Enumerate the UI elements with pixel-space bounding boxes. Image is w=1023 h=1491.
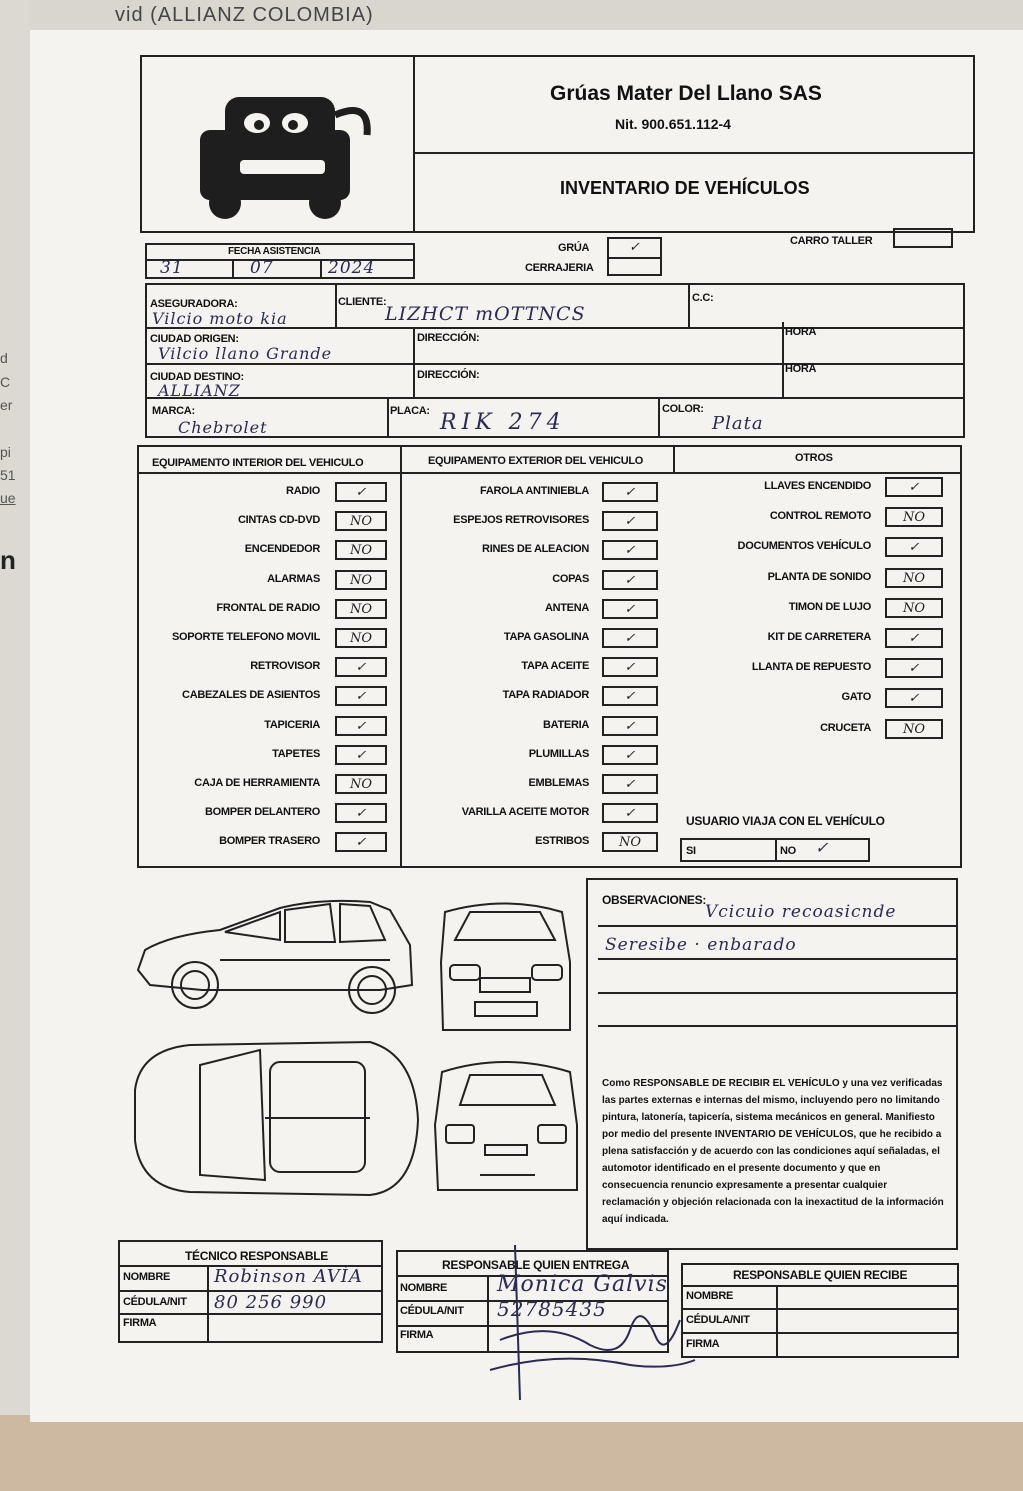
otros-item-label: DOCUMENTOS VEHÍCULO — [737, 540, 871, 553]
grua-checkbox[interactable]: ✓ — [607, 237, 662, 259]
otros-item-checkbox[interactable]: ✓ — [885, 537, 943, 557]
recibe-firma-label: FIRMA — [686, 1338, 720, 1350]
company-nit: Nit. 900.651.112-4 — [615, 116, 731, 132]
otros-item-label: GATO — [841, 691, 871, 704]
placa-label: PLACA: — [390, 405, 430, 417]
interior-item-label: CABEZALES DE ASIENTOS — [182, 689, 320, 702]
recibe-cedula-label: CÉDULA/NIT — [686, 1314, 750, 1326]
observaciones-label: OBSERVACIONES: — [602, 893, 707, 907]
equipment-header-rule — [137, 472, 962, 474]
edge-text: er — [0, 397, 13, 413]
background-left-page — [0, 0, 30, 1491]
otros-item-label: LLANTA DE REPUESTO — [751, 661, 871, 674]
exterior-item-checkbox[interactable]: ✓ — [602, 657, 658, 677]
cc-label: C.C: — [692, 292, 714, 304]
fecha-divider — [320, 259, 322, 279]
recibe-nombre-label: NOMBRE — [686, 1290, 734, 1302]
entrega-firma-label: FIRMA — [400, 1329, 434, 1341]
interior-item-label: TAPETES — [272, 747, 320, 760]
exterior-item-label: ESTRIBOS — [535, 835, 589, 848]
exterior-item-checkbox[interactable]: ✓ — [602, 628, 658, 648]
interior-item-checkbox[interactable]: ✓ — [335, 832, 387, 852]
otros-item-checkbox[interactable]: ✓ — [885, 628, 943, 648]
otros-item-label: KIT DE CARRETERA — [767, 631, 871, 643]
exterior-item-label: COPAS — [552, 572, 589, 585]
observaciones-rule — [598, 1025, 956, 1027]
info-divider — [782, 322, 784, 397]
aseguradora-value[interactable]: Vilcio moto kia — [152, 309, 288, 328]
tecnico-cedula-label: CÉDULA/NIT — [123, 1296, 187, 1308]
exterior-item-label: ESPEJOS RETROVISORES — [453, 514, 589, 527]
otros-item-label: TIMON DE LUJO — [788, 600, 871, 613]
ciudad-origen-label: CIUDAD ORIGEN: — [150, 333, 239, 345]
vehicle-damage-diagram[interactable] — [130, 890, 580, 1210]
direccion-origen-label: DIRECCIÓN: — [417, 332, 480, 344]
ciudad-destino-value[interactable]: ALLIANZ — [158, 381, 241, 400]
observaciones-rule — [598, 958, 956, 960]
exterior-item-checkbox[interactable]: ✓ — [602, 570, 658, 590]
equipment-divider — [400, 445, 402, 868]
observaciones-rule — [598, 925, 956, 927]
equipment-divider — [673, 445, 675, 473]
interior-item-checkbox[interactable]: ✓ — [335, 686, 387, 706]
header-rule — [413, 152, 975, 154]
recibe-divider — [776, 1285, 778, 1358]
otros-item-label: CRUCETA — [820, 721, 871, 734]
edge-text: ue — [0, 490, 16, 506]
exterior-item-checkbox[interactable]: ✓ — [602, 482, 658, 502]
entrega-cedula-value[interactable]: 52785435 — [497, 1297, 607, 1321]
hora-origen-label: HORA — [785, 326, 817, 338]
fecha-day[interactable]: 31 — [160, 258, 184, 278]
aseguradora-label: ASEGURADORA: — [150, 298, 238, 310]
page-title: INVENTARIO DE VEHÍCULOS — [560, 178, 810, 198]
interior-item-checkbox[interactable]: NO — [335, 511, 387, 531]
interior-item-label: CINTAS CD-DVD — [237, 514, 320, 527]
info-rule — [145, 363, 965, 365]
fecha-month[interactable]: 07 — [250, 258, 274, 278]
exterior-item-label: BATERIA — [543, 718, 589, 731]
equipment-box — [137, 445, 962, 868]
tecnico-rule — [118, 1313, 383, 1315]
company-name: Grúas Mater Del Llano SAS — [550, 82, 822, 105]
exterior-item-checkbox[interactable]: ✓ — [602, 599, 658, 619]
interior-item-label: RADIO — [286, 485, 320, 497]
otros-item-checkbox[interactable]: ✓ — [885, 688, 943, 708]
interior-item-checkbox[interactable]: NO — [335, 628, 387, 648]
observaciones-line-1[interactable]: Vcicuio recoasicnde — [705, 902, 897, 922]
color-value[interactable]: Plata — [712, 413, 764, 434]
observaciones-line-2[interactable]: Seresibe · enbarado — [605, 935, 797, 955]
entrega-signature-scribble — [480, 1240, 710, 1410]
background-table-surface — [0, 1415, 1023, 1491]
interior-item-checkbox[interactable]: ✓ — [335, 482, 387, 502]
edge-text: 51 — [0, 467, 16, 483]
interior-item-checkbox[interactable]: ✓ — [335, 745, 387, 765]
recibe-rule — [681, 1308, 959, 1310]
tecnico-nombre-label: NOMBRE — [123, 1271, 171, 1283]
interior-item-label: BOMPER DELANTERO — [205, 806, 320, 819]
hora-destino-label: HORA — [785, 363, 817, 375]
info-divider — [413, 327, 415, 397]
otros-item-label: LLAVES ENCENDIDO — [764, 480, 871, 492]
exterior-item-checkbox[interactable]: ✓ — [602, 774, 658, 794]
exterior-item-label: ANTENA — [544, 601, 589, 614]
usuario-divider — [775, 838, 777, 862]
exterior-item-checkbox[interactable]: ✓ — [602, 540, 658, 560]
color-label: COLOR: — [662, 403, 704, 415]
edge-text: n — [0, 545, 16, 575]
cliente-value[interactable]: LIZHCT mOTTNCS — [385, 303, 586, 325]
otros-item-label: CONTROL REMOTO — [769, 510, 871, 523]
fecha-year[interactable]: 2024 — [328, 258, 376, 278]
exterior-item-label: VARILLA ACEITE MOTOR — [461, 806, 589, 819]
carro-taller-label: CARRO TALLER — [790, 235, 873, 247]
interior-title: EQUIPAMENTO INTERIOR DEL VEHICULO — [152, 457, 364, 469]
exterior-item-checkbox[interactable]: ✓ — [602, 686, 658, 706]
exterior-item-label: TAPA RADIADOR — [502, 689, 589, 702]
interior-item-checkbox[interactable]: NO — [335, 540, 387, 560]
recibe-rule — [681, 1332, 959, 1334]
entrega-nombre-label: NOMBRE — [400, 1282, 448, 1294]
exterior-item-label: FAROLA ANTINIEBLA — [480, 485, 589, 497]
usuario-no-check[interactable]: ✓ — [815, 838, 830, 857]
edge-text: d — [0, 350, 8, 366]
exterior-item-label: TAPA GASOLINA — [503, 631, 589, 643]
tecnico-nombre-value[interactable]: Robinson AVÍA — [214, 1266, 363, 1287]
recibe-rule — [681, 1285, 959, 1287]
tecnico-title: TÉCNICO RESPONSABLE — [185, 1249, 328, 1263]
marca-label: MARCA: — [152, 405, 195, 417]
direccion-destino-label: DIRECCIÓN: — [417, 369, 480, 381]
entrega-title: RESPONSABLE QUIEN ENTREGA — [442, 1258, 630, 1272]
otros-item-checkbox[interactable]: ✓ — [885, 477, 943, 497]
exterior-item-checkbox[interactable]: ✓ — [602, 803, 658, 823]
otros-title: OTROS — [795, 452, 833, 464]
interior-item-checkbox[interactable]: NO — [335, 570, 387, 590]
interior-item-label: ENCENDEDOR — [244, 543, 320, 556]
info-divider — [658, 397, 660, 438]
disclaimer-text: Como RESPONSABLE DE RECIBIR EL VEHÍCULO y una vez verificadas las partes externas e internas del mismo, incluyendo pero no limitando pintura, latonería, tapicería, sistema mecánicos en general. Manifiesto por medio del presente INVENTARIO DE VEHÍCULOS, que he recibido a plena satisfacción y de acuerdo con las condiciones aquí señaladas, el automotor identificado en el presente documento y que en consecuencia renuncio expresamente a presentar cualquier reclamación y objeción relacionada con la inexactitud de la información aquí indicada. — [602, 1078, 944, 1225]
interior-item-label: ALARMAS — [267, 572, 320, 585]
exterior-item-label: RINES DE ALEACION — [482, 543, 589, 556]
entrega-cedula-label: CÉDULA/NIT — [400, 1305, 464, 1317]
info-divider — [335, 283, 337, 327]
otros-item-label: PLANTA DE SONIDO — [767, 570, 871, 583]
exterior-item-checkbox[interactable]: ✓ — [602, 511, 658, 531]
tow-truck-logo-icon — [185, 85, 375, 220]
ciudad-destino-label: CIUDAD DESTINO: — [150, 371, 244, 383]
usuario-no-label: NO — [780, 845, 796, 857]
entrega-nombre-value[interactable]: Monica Galvis — [497, 1272, 668, 1297]
marca-value[interactable]: Chebrolet — [178, 418, 268, 437]
interior-item-label: CAJA DE HERRAMIENTA — [194, 777, 320, 789]
info-divider — [688, 283, 690, 327]
interior-item-checkbox[interactable]: ✓ — [335, 657, 387, 677]
exterior-item-label: EMBLEMAS — [528, 777, 589, 789]
exterior-item-checkbox[interactable]: ✓ — [602, 745, 658, 765]
info-divider — [387, 397, 389, 438]
interior-item-checkbox[interactable]: NO — [335, 774, 387, 794]
placa-value[interactable]: RIK 274 — [440, 410, 566, 435]
exterior-item-checkbox[interactable]: NO — [602, 832, 658, 852]
fecha-label: FECHA ASISTENCIA — [228, 246, 321, 257]
interior-item-label: BOMPER TRASERO — [219, 835, 320, 848]
exterior-title: EQUIPAMENTO EXTERIOR DEL VEHICULO — [428, 455, 644, 467]
tecnico-cedula-value[interactable]: 80 256 990 — [214, 1292, 328, 1313]
otros-item-checkbox[interactable]: NO — [885, 598, 943, 618]
ciudad-origen-value[interactable]: Vilcio llano Grande — [158, 344, 333, 363]
cerrajeria-label: CERRAJERIA — [525, 262, 594, 274]
grua-label: GRÚA — [558, 242, 590, 254]
tecnico-divider — [207, 1265, 209, 1343]
carro-taller-checkbox[interactable] — [893, 228, 953, 248]
recibe-title: RESPONSABLE QUIEN RECIBE — [733, 1268, 908, 1282]
otros-item-checkbox[interactable]: ✓ — [885, 658, 943, 678]
usuario-si-label: SI — [686, 845, 696, 857]
otros-item-checkbox[interactable]: NO — [885, 507, 943, 527]
interior-item-label: FRONTAL DE RADIO — [216, 601, 320, 614]
cliente-label: CLIENTE: — [338, 296, 387, 308]
edge-text: pi — [0, 444, 11, 460]
interior-item-label: SOPORTE TELEFONO MOVIL — [171, 631, 320, 643]
otros-item-checkbox[interactable]: NO — [885, 719, 943, 739]
interior-item-checkbox[interactable]: ✓ — [335, 803, 387, 823]
usuario-title: USUARIO VIAJA CON EL VEHÍCULO — [686, 814, 885, 828]
tecnico-firma-label: FIRMA — [123, 1317, 157, 1329]
exterior-item-label: PLUMILLAS — [528, 747, 589, 760]
info-rule — [145, 397, 965, 399]
cerrajeria-checkbox[interactable] — [607, 257, 662, 276]
interior-item-label: TAPICERIA — [264, 718, 320, 731]
otros-item-checkbox[interactable]: NO — [885, 568, 943, 588]
background-top-text: vid (ALLIANZ COLOMBIA) — [115, 4, 374, 26]
edge-text: C — [0, 374, 11, 390]
interior-item-checkbox[interactable]: NO — [335, 599, 387, 619]
exterior-item-label: TAPA ACEITE — [521, 660, 589, 673]
header-divider — [413, 55, 415, 233]
exterior-item-checkbox[interactable]: ✓ — [602, 716, 658, 736]
observaciones-rule — [598, 992, 956, 994]
interior-item-label: RETROVISOR — [250, 660, 320, 673]
fecha-divider — [232, 259, 234, 279]
interior-item-checkbox[interactable]: ✓ — [335, 716, 387, 736]
